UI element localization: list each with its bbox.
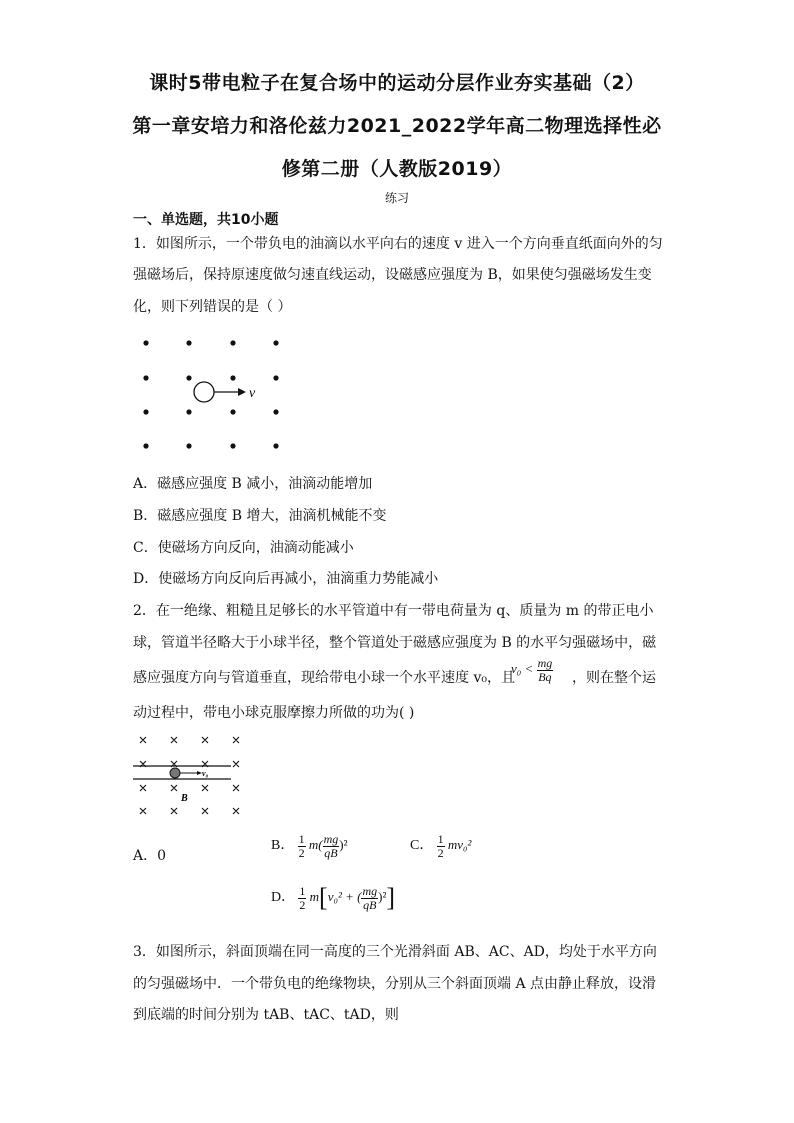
q1-stem-line-2: 强磁场后，保持原速度做匀速直线运动，设磁感应强度为 B，如果使匀强磁场发生变 (133, 267, 652, 283)
q2-option-a: A．0 (133, 848, 167, 864)
page-subtitle: 练习 (384, 191, 409, 205)
q3-stem-line-1: 3．如图所示，斜面顶端在同一高度的三个光滑斜面 AB、AC、AD，均处于水平方向 (133, 944, 657, 960)
q2-option-d: D． $\frac{1}{2}$ m[v₀² + ( $\frac{mg}{qB}$ )²] (271, 883, 396, 912)
q2-stem-line-1: 2．在一绝缘、粗糙且足够长的水平管道中有一带电荷量为 q、质量为 m 的带正电小 (133, 603, 654, 619)
q1-option-b: B．磁感应强度 B 增大，油滴机械能不变 (133, 508, 387, 524)
charged-ball (170, 768, 180, 778)
q2-pipe-figure (133, 731, 248, 823)
q1-option-d: D．使磁场方向反向后再减小，油滴重力势能减小 (133, 571, 439, 587)
q1-stem-line-1: 1．如图所示，一个带负电的油滴以水平向右的速度 v 进入一个方向垂直纸面向外的匀 (133, 236, 663, 252)
q2-stem-line-3: 感应强度方向与管道垂直，现给带电小球一个水平速度 v₀，且 (133, 670, 515, 686)
field-crosses-into-page (140, 737, 239, 814)
oil-drop (194, 382, 214, 402)
q2-stem-line-4: 动过程中，带电小球克服摩擦力所做的功为( ) (133, 705, 415, 721)
q2-stem-line-2: 球，管道半径略大于小球半径，整个管道处于磁感应强度为 B 的水平匀强磁场中，磁 (133, 635, 657, 651)
field-label: B (181, 793, 188, 804)
q2-stem-line-3-tail: ，则在整个运 (572, 670, 656, 686)
q2-option-b: B． $\frac{1}{2}$ m( $\frac{mg}{qB}$ )² (271, 832, 348, 860)
velocity-label: v (249, 386, 256, 401)
q1-stem-line-3: 化，则下列错误的是（ ） (133, 299, 292, 315)
page-title-line-1: 课时5带电粒子在复合场中的运动分层作业夯实基础（2） (149, 72, 645, 94)
q1-option-a: A．磁感应强度 B 减小，油滴动能增加 (133, 476, 373, 492)
page-title-line-3: 修第二册（人教版2019） (281, 158, 513, 180)
q1-option-c: C．使磁场方向反向，油滴动能减小 (133, 540, 354, 556)
q3-stem-line-3: 到底端的时间分别为 tAB、tAC、tAD，则 (133, 1007, 399, 1023)
velocity-label: v₀ (202, 769, 209, 778)
q2-condition-formula: v₀ < $\frac{mg}{Bq}$ (511, 656, 553, 684)
section-heading: 一、单选题，共10小题 (133, 212, 279, 228)
page-title-line-2: 第一章安培力和洛伦兹力2021_2022学年高二物理选择性必 (132, 115, 662, 137)
q1-magnetic-field-figure (135, 332, 295, 457)
q2-option-c: C． $\frac{1}{2}$ mv₀² (410, 832, 472, 860)
q3-stem-line-2: 的匀强磁场中．一个带负电的绝缘物块，分别从三个斜面顶端 A 点由静止释放，设滑 (133, 976, 657, 992)
